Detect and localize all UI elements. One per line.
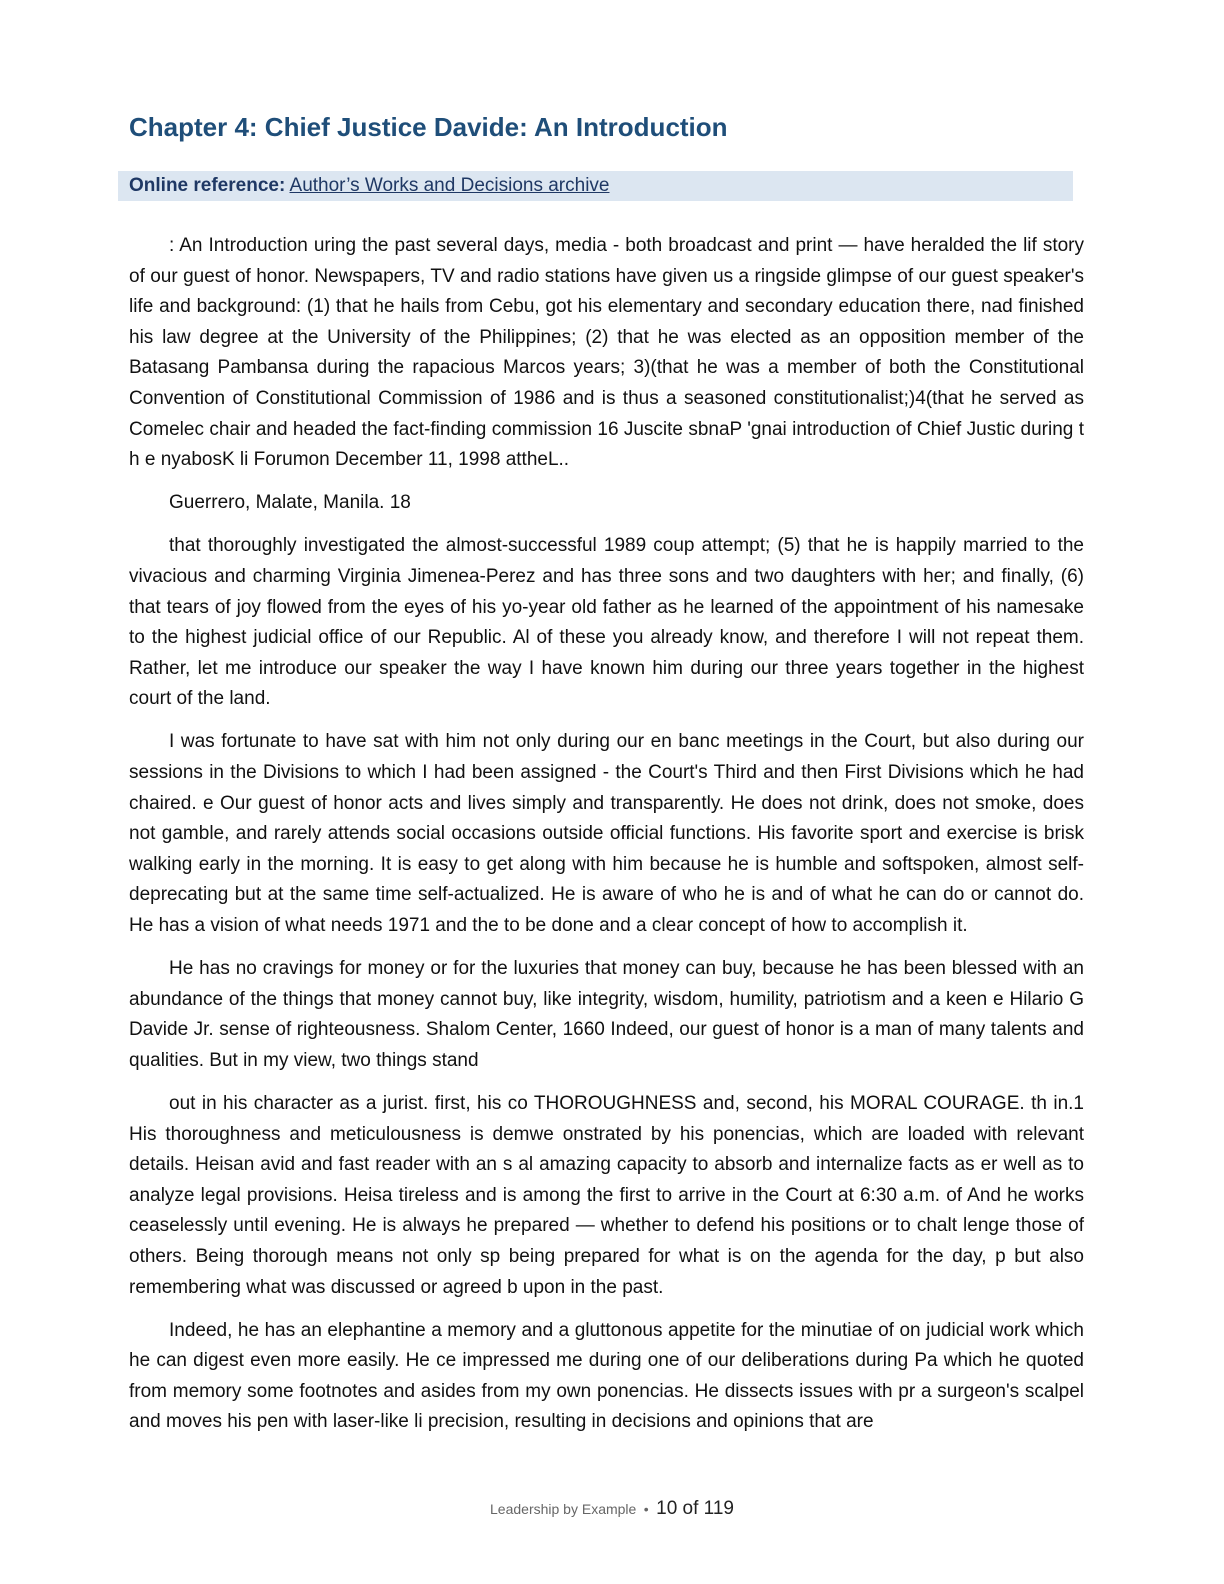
paragraph: : An Introduction uring the past several days, media - both broadcast and print — have heralded the lif story of our guest of honor. Newspapers, TV and radio stations have given us a ringside glimpse of our guest speaker's life and background: (1) that he hails from Cebu, got his elementary and secondary education there, nad finished his law degree at the University of the Philippines; (2) that he was elected as an opposition member of the Batasang Pambansa during the rapacious Marcos years; 3)(that he was a member of both the Constitutional Convention of Constitutional Commission of 1986 and is thus a seasoned constitutionalist;)4(that he served as Comelec chair and headed the fact-finding commission 16 Juscite sbnaP 'gnai introduction of Chief Justic during t h e nyabosK li Forumon December 11, 1998 attheL.. [129,235,1084,471]
footer-separator: • [643,1501,649,1517]
paragraph: out in his character as a jurist. first, his co THOROUGHNESS and, second, his MORAL COURAGE. th in.1 His thoroughness and meticulousness is demwe onstrated by his ponencias, which are loaded with relevant details. Heisan avid and fast reader with an s al amazing capacity to absorb and internalize facts as er well as to analyze legal provisions. Heisa tireless and is among the first to arrive in the Court at 6:30 a.m. of And he works ceaselessly until evening. He is always he prepared — whether to defend his positions or to chalt lenge those of others. Being thorough means not only sp being prepared for what is on the agenda for the day, p but also remembering what was discussed or agreed b upon in the past. [129,1092,1084,1298]
page-footer [0,1498,1224,1520]
body-text [129,231,1084,1450]
online-reference-label: Online reference: [129,175,286,196]
archive-link[interactable]: Author’s Works and Decisions archive [289,175,610,196]
paragraph: that thoroughly investigated the almost-successful 1989 coup attempt; (5) that he is happily married to the vivacious and charming Virginia Jimenea-Perez and has three sons and two daughters with her; and finally, (6) that tears of joy flowed from the eyes of his yo-year old father as he learned of the appointment of his namesake to the highest judicial office of our Republic. Al of these you already know, and therefore I will not repeat them. Rather, let me introduce our speaker the way I have known him during our three years together in the highest court of the land. [129,535,1084,710]
footer-book-title: Leadership by Example [490,1501,637,1517]
paragraph: He has no cravings for money or for the luxuries that money can buy, because he has been blessed with an abundance of the things that money cannot buy, like integrity, wisdom, humility, patriotism and a keen e Hilario G Davide Jr. sense of righteousness. Shalom Center, 1660 Indeed, our guest of honor is a man of many talents and qualities. But in my view, two things stand [129,958,1084,1071]
chapter-title: Chapter 4: Chief Justice Davide: An Introduction [129,112,728,142]
page-number: 10 of 119 [656,1498,734,1519]
paragraph: Indeed, he has an elephantine a memory and a gluttonous appetite for the minutiae of on judicial work which he can digest even more easily. He ce impressed me during one of our deliberations during Pa which he quoted from memory some footnotes and asides from my own ponencias. He dissects issues with pr a surgeon's scalpel and moves his pen with laser-like li precision, resulting in decisions and opinions that are [129,1319,1084,1433]
paragraph: I was fortunate to have sat with him not only during our en banc meetings in the Court, but also during our sessions in the Divisions to which I had been assigned - the Court's Third and then First Divisions which he had chaired. e Our guest of honor acts and lives simply and transparently. He does not drink, does not smoke, does not gamble, and rarely attends social occasions outside official functions. His favorite sport and exercise is brisk walking early in the morning. It is easy to get along with him because he is humble and softspoken, almost self-deprecating but at the same time self-actualized. He is aware of who he is and of what he can do or cannot do. He has a vision of what needs 1971 and the to be done and a clear concept of how to accomplish it. [129,731,1084,936]
online-reference-box [118,171,1073,201]
paragraph: Guerrero, Malate, Manila. 18 [169,492,411,514]
